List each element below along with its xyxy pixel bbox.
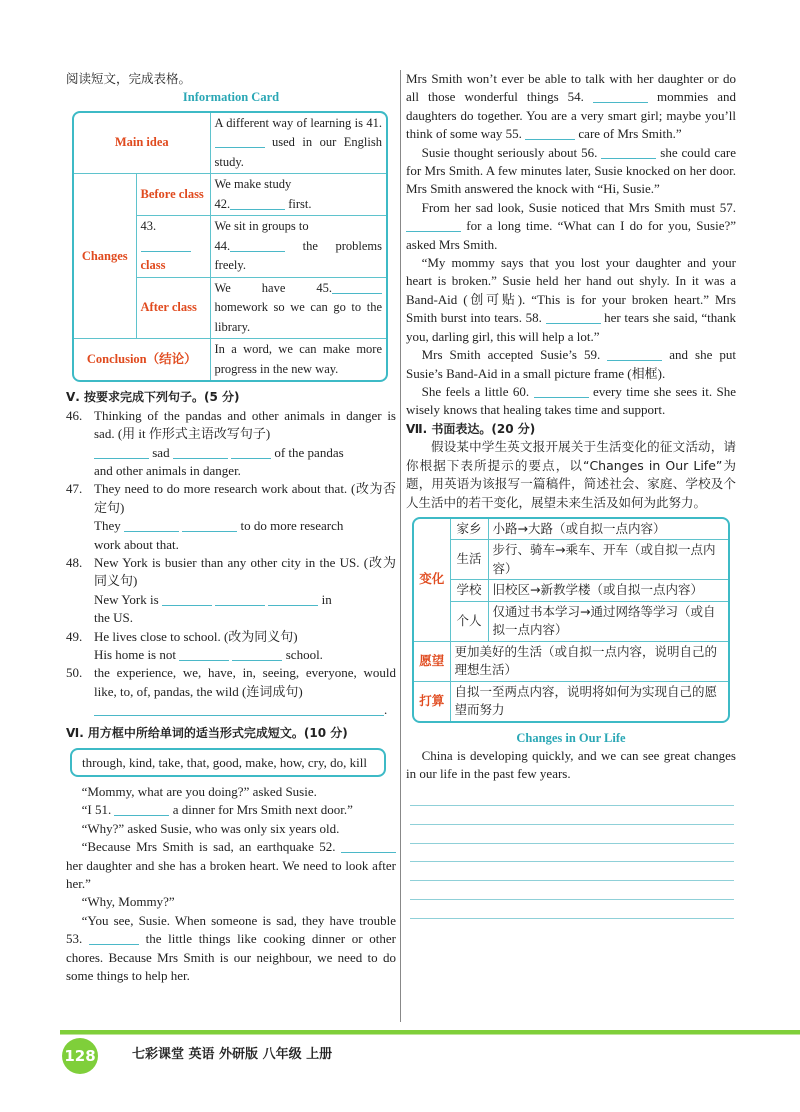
blank-44[interactable]	[230, 239, 285, 252]
wish-label: 愿望	[414, 641, 450, 681]
story-p2: “I 51. a dinner for Mrs Smith next door.”	[81, 802, 353, 818]
writing-line[interactable]	[410, 825, 734, 844]
question-48: 48. New York is busier than any other city in the US. (改为同义句)	[66, 554, 396, 589]
row-personal-value: 仅通过书本学习→通过网络等学习（或自拟一点内容）	[488, 601, 728, 641]
story-p6: “You see, Susie. When someone is sad, they have trouble 53. the little things like cooking dinner or other chores. Because Mrs Smith is our neighbour, we need to do some things to help her.	[66, 912, 397, 984]
main-idea-label: Main idea	[74, 113, 210, 174]
writing-prompt: 假设某中学生英文报开展关于生活变化的征文活动，请你根据下表所提示的要点，以“Changes in Our Life”为题，用英语为该报写一篇稿件，简述社会、家庭、学校及个人生活中的若干变化，展望未来生活及如何为此努力。	[406, 439, 736, 510]
story-r5: Mrs Smith accepted Susie’s 59. and she put Susie’s Band-Aid in a small picture frame (相框).	[406, 347, 736, 381]
conclusion-cell: In a word, we can make more progress in the new way.	[210, 339, 386, 381]
after-class-label: After class	[136, 277, 210, 339]
blank-54[interactable]	[593, 90, 648, 103]
footer-bar-line	[60, 1034, 800, 1035]
section-5-title: Ⅴ. 按要求完成下列句子。(5 分)	[66, 390, 240, 405]
question-49: 49. He lives close to school. (改为同义句)	[66, 628, 298, 644]
question-47: 47. They need to do more research work about that. (改为否定句)	[66, 481, 396, 515]
question-50: 50. the experience, we, have, in, seeing, everyone, would like, to, of, pandas, the wild (连词成句)	[66, 665, 396, 699]
right-column	[406, 70, 736, 919]
book-title: 七彩课堂 英语 外研版 八年级 上册	[132, 1047, 333, 1062]
column-divider	[400, 70, 401, 1022]
essay-title: Changes in Our Life	[516, 730, 626, 745]
row-personal-key: 个人	[450, 601, 488, 641]
row-school-key: 学校	[450, 580, 488, 602]
before-class-cell: We make study 42. first.	[210, 174, 386, 216]
story-r6: She feels a little 60. every time she sees it. She wisely knows that healing takes time and support.	[406, 383, 737, 418]
plan-label: 打算	[414, 681, 450, 721]
writing-points-table	[412, 517, 730, 723]
before-class-label: Before class	[136, 174, 210, 216]
row-hometown-value: 小路→大路（或自拟一点内容）	[488, 519, 728, 540]
left-column	[66, 70, 396, 986]
word-box: through, kind, take, that, good, make, how, cry, do, kill	[70, 748, 386, 777]
information-card	[72, 111, 388, 383]
section-6-title: Ⅵ. 用方框中所给单词的适当形式完成短文。(10 分)	[66, 725, 348, 740]
main-idea-cell: A different way of learning is 41. used in our English study.	[210, 113, 386, 174]
wish-value: 更加美好的生活（或自拟一点内容，说明自己的理想生活）	[450, 641, 728, 681]
blank-55[interactable]	[525, 127, 575, 140]
question-46: 46. Thinking of the pandas and other animals in danger is sad. (用 it 作形式主语改写句子)	[66, 407, 396, 442]
card-title: Information Card	[182, 90, 280, 105]
writing-line[interactable]	[410, 900, 734, 919]
changes-label: Changes	[74, 174, 136, 339]
answer-48: New York is in the US.	[94, 591, 332, 626]
story-r1: Mrs Smith won’t ever be able to talk with her daughter or do all those wonderful things 54. mommies and daughters do together. You are a very smart girl; maybe you’ll think of some way 55. care of Mrs Smith.”	[406, 71, 737, 142]
blank-59[interactable]	[607, 348, 662, 361]
story-p3: “Why?” asked Susie, who was only six years old.	[81, 820, 340, 836]
row-life-value: 步行、骑车→乘车、开车（或自拟一点内容）	[488, 540, 728, 580]
blank-60[interactable]	[534, 385, 589, 398]
plan-value: 自拟一至两点内容，说明将如何为实现自己的愿望而努力	[450, 681, 728, 721]
writing-lines[interactable]	[406, 788, 736, 919]
blank-45[interactable]	[332, 281, 382, 294]
story-r4: “My mommy says that you lost your daughter and your heart is broken.” Susie held her hand out shyly. In it was a Band-Aid (创可贴). “This is for your broken heart.” Mrs Smith burst into tears. 58. her tears she said, “thank you, darling girl, this will help a lot.”	[406, 255, 737, 344]
writing-line[interactable]	[410, 862, 734, 881]
answer-47: They to do more research work about that.	[94, 518, 344, 552]
story-p5: “Why, Mommy?”	[81, 894, 175, 910]
in-class-label: 43. class	[136, 216, 210, 278]
blank-41[interactable]	[215, 135, 265, 148]
blank-53[interactable]	[89, 932, 139, 945]
blank-42[interactable]	[230, 197, 285, 210]
row-life-key: 生活	[450, 540, 488, 580]
after-class-cell: We have 45. homework so we can go to the library.	[210, 277, 386, 339]
answer-50: .	[66, 701, 396, 719]
conclusion-label: Conclusion（结论）	[74, 339, 210, 381]
section-7-title: Ⅶ. 书面表达。(20 分)	[406, 421, 536, 436]
essay-start: China is developing quickly, and we can see great changes in our life in the past few years.	[406, 747, 736, 782]
story-r3: From her sad look, Susie noticed that Mrs Smith must 57. for a long time. “What can I do for you, Susie?” asked Mrs Smith.	[406, 199, 736, 252]
reading-instruction: 阅读短文，完成表格。	[66, 71, 192, 86]
blank-57[interactable]	[406, 219, 461, 232]
blank-51[interactable]	[114, 803, 169, 816]
row-hometown-key: 家乡	[450, 519, 488, 540]
blank-43[interactable]	[141, 239, 191, 252]
story-p1: “Mommy, what are you doing?” asked Susie.	[81, 784, 317, 800]
change-label: 变化	[414, 519, 450, 642]
page-number: 128	[62, 1038, 98, 1074]
blank-56[interactable]	[601, 146, 656, 159]
story-r2: Susie thought seriously about 56. she could care for Mrs Smith. A few minutes later, Susie knocked on her door. Mrs Smith answered the knock with “Hi, Susie.”	[406, 144, 737, 197]
in-class-cell: We sit in groups to 44. the problems freely.	[210, 216, 386, 278]
blank-58[interactable]	[546, 311, 601, 324]
answer-46: sad of the pandas and other animals in danger.	[94, 444, 344, 478]
writing-line[interactable]	[410, 806, 734, 825]
writing-line[interactable]	[410, 788, 734, 807]
writing-line[interactable]	[410, 844, 734, 863]
blank-52[interactable]	[341, 840, 396, 853]
story-p4: “Because Mrs Smith is sad, an earthquake 52. her daughter and she has a broken heart. We need to look after her.”	[66, 839, 396, 892]
answer-49: His home is not school.	[94, 647, 323, 662]
row-school-value: 旧校区→新教学楼（或自拟一点内容）	[488, 580, 728, 602]
writing-line[interactable]	[410, 881, 734, 900]
